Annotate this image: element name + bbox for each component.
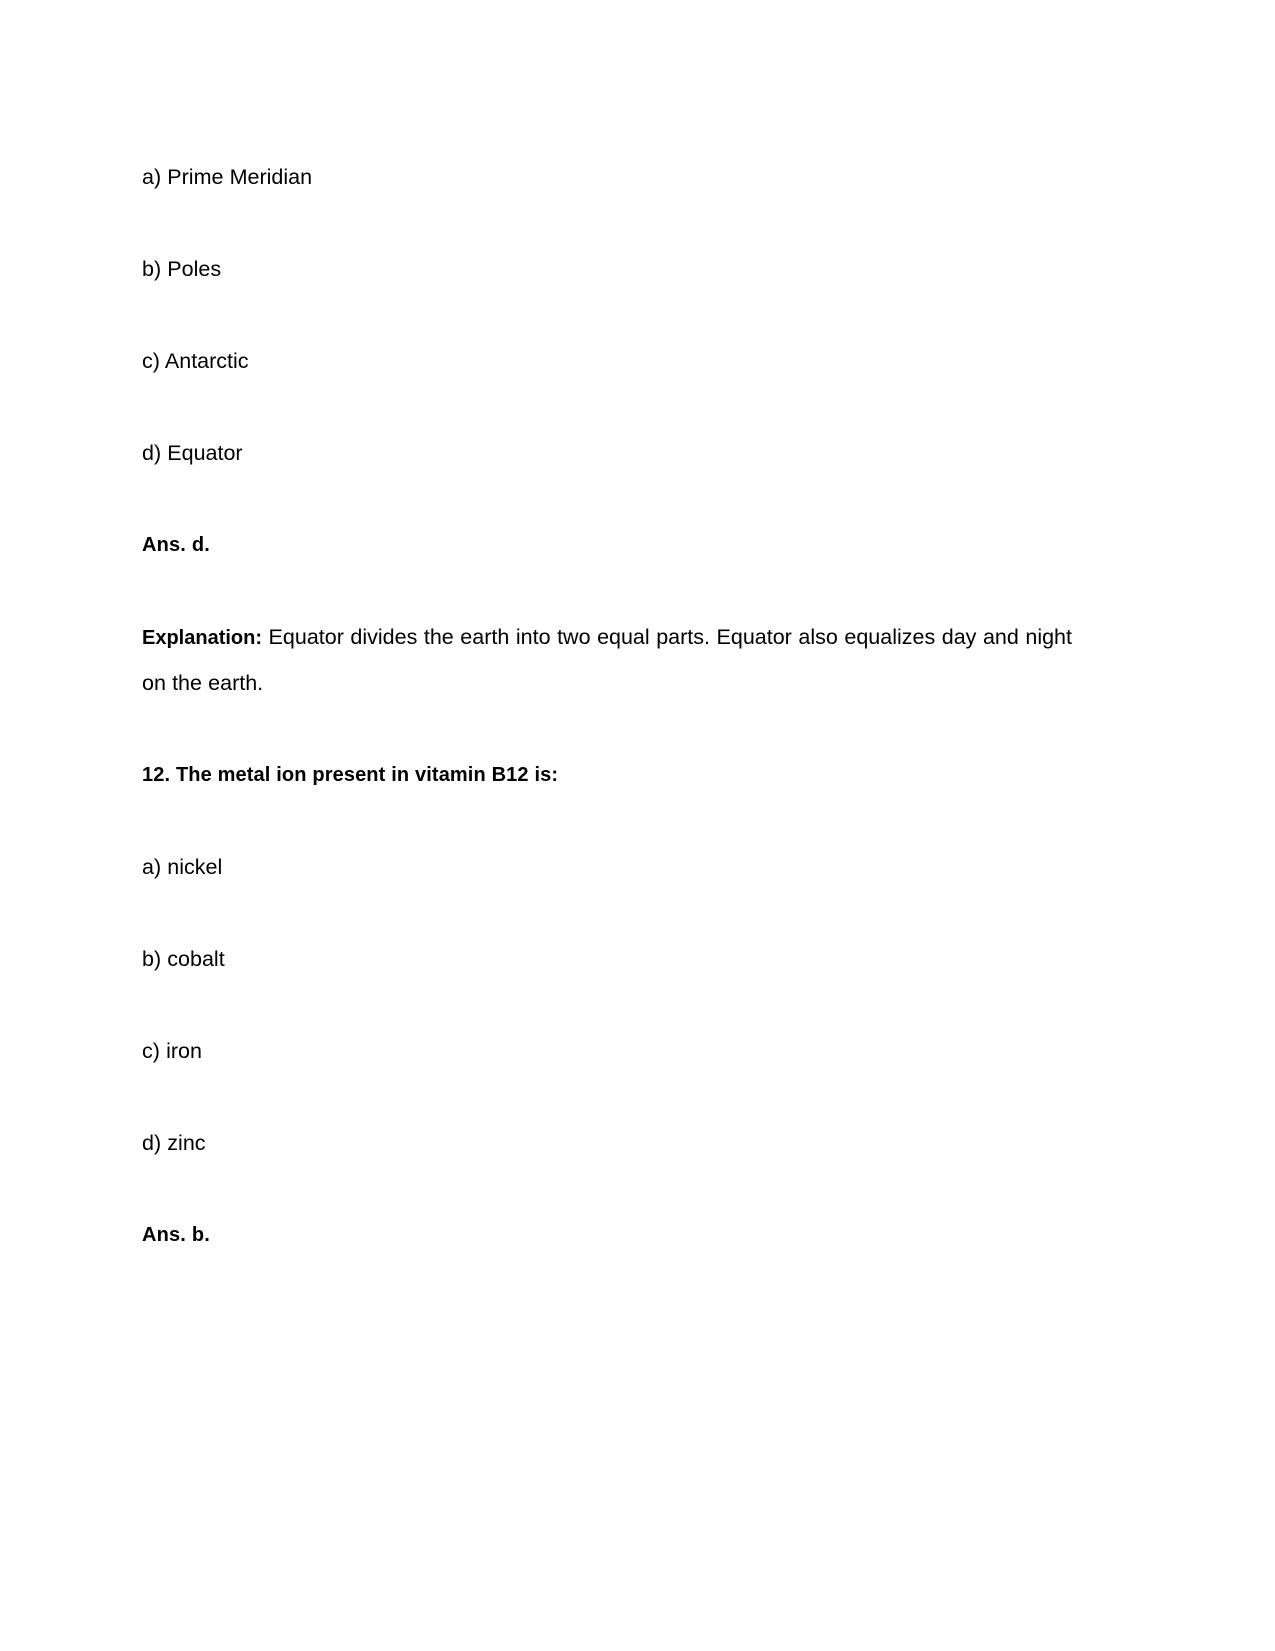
question-12-option-d: d) zinc bbox=[142, 1131, 206, 1155]
question-11-explanation bbox=[142, 615, 1072, 706]
question-11-option-b: b) Poles bbox=[142, 257, 222, 281]
question-11-option-c: c) Antarctic bbox=[142, 349, 249, 373]
question-12-prompt: 12. The metal ion present in vitamin B12 is: bbox=[142, 764, 559, 786]
document-content bbox=[142, 155, 1072, 1258]
question-11-answer: Ans. d. bbox=[142, 534, 210, 556]
explanation-text: Equator divides the earth into two equal parts. Equator also equalizes day and night on the earth. bbox=[142, 625, 1072, 695]
question-11-option-d: d) Equator bbox=[142, 441, 243, 465]
question-12-option-a: a) nickel bbox=[142, 855, 223, 879]
question-12-option-c: c) iron bbox=[142, 1039, 202, 1063]
question-12-option-b: b) cobalt bbox=[142, 947, 225, 971]
question-12-answer: Ans. b. bbox=[142, 1224, 210, 1246]
question-11-option-a: a) Prime Meridian bbox=[142, 165, 313, 189]
explanation-label: Explanation: bbox=[142, 627, 263, 649]
